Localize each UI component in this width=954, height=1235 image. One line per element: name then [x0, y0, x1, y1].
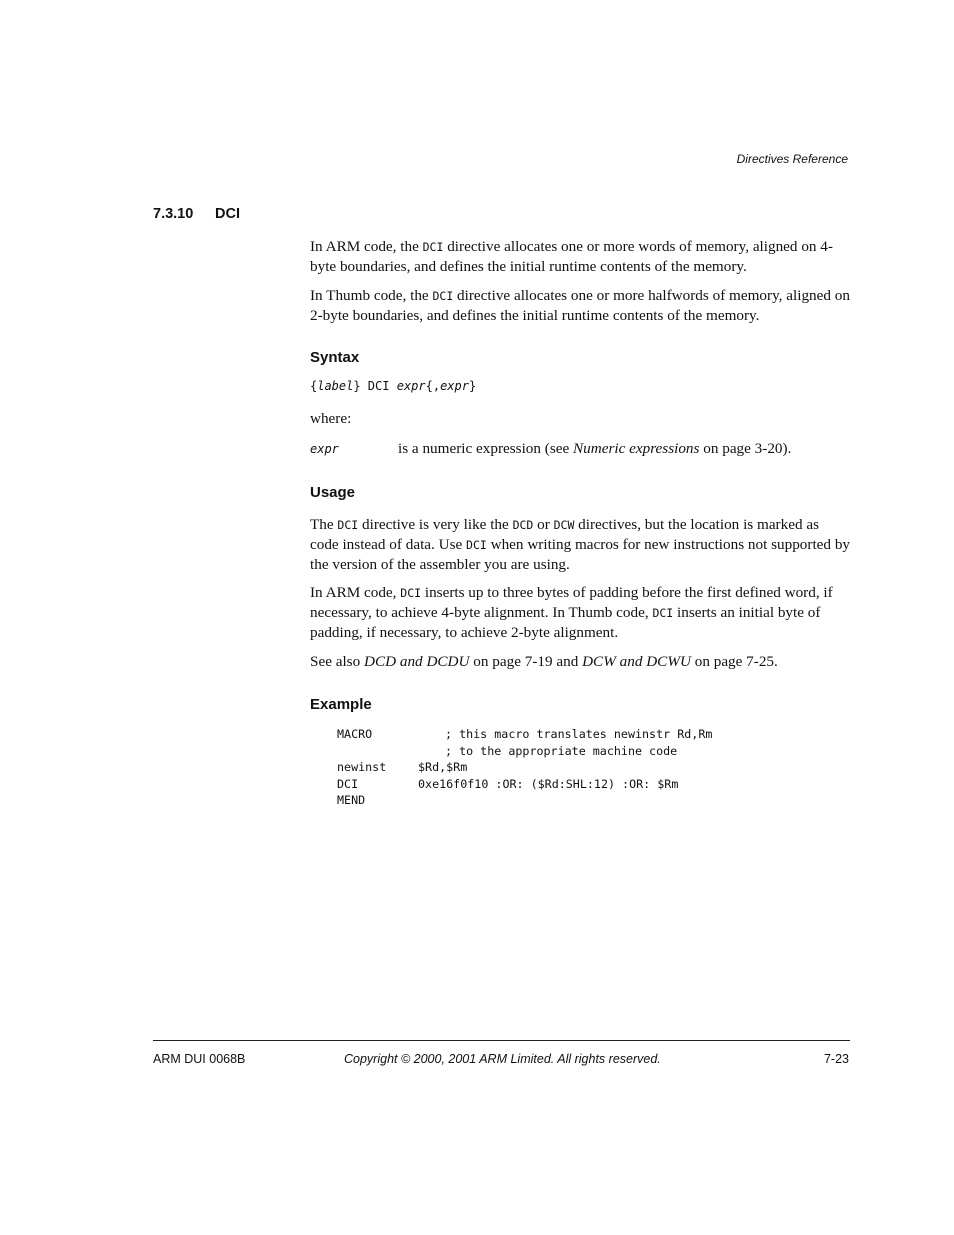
where-text: where: — [310, 410, 352, 427]
syntax-heading-wrap — [310, 349, 850, 366]
code-term: DCI — [400, 586, 422, 600]
syntax-keyword: } DCI — [353, 379, 397, 393]
code-col2: ; to the appropriate machine code — [445, 743, 678, 758]
text: In ARM code, — [310, 584, 401, 601]
where-text-wrap — [310, 409, 850, 428]
text: is a numeric expression (see — [398, 440, 574, 457]
usage-paragraph-1 — [310, 515, 850, 574]
usage-heading-wrap — [310, 484, 850, 501]
brace: {, — [425, 379, 441, 393]
code-col2: ; this macro translates newinstr Rd,Rm — [445, 727, 713, 741]
code-line — [337, 743, 712, 760]
usage-paragraph-2 — [310, 583, 850, 642]
code-col2: $Rd,$Rm — [418, 760, 468, 774]
section-name: DCI — [215, 206, 240, 222]
code-line — [337, 759, 712, 776]
syntax-expr: expr — [396, 379, 426, 393]
text: The — [310, 516, 338, 533]
text: on page 7-19 and — [469, 653, 583, 670]
text: on page 7-25. — [690, 653, 778, 670]
brace: } — [468, 379, 477, 393]
text: directives, but the location is marked as code instead of data. Use — [310, 516, 819, 553]
code-term: DCI — [652, 606, 674, 620]
cross-reference: DCD and DCDU — [364, 653, 470, 670]
code-col1: DCI — [337, 776, 359, 791]
intro-paragraph-1 — [310, 237, 850, 276]
syntax-line — [310, 379, 850, 393]
footer-copyright: Copyright © 2000, 2001 ARM Limited. All rights reserved. — [344, 1052, 661, 1066]
text: directive is very like the — [358, 516, 513, 533]
definition-desc — [398, 440, 791, 457]
definition-row — [310, 440, 850, 458]
code-term: DCI — [432, 289, 454, 303]
text: See also — [310, 653, 364, 670]
brace: { — [310, 379, 318, 393]
code-col1: MACRO — [337, 727, 373, 741]
footer-doc-id: ARM DUI 0068B — [153, 1052, 246, 1066]
example-code-block — [337, 726, 712, 809]
code-term: DCI — [337, 518, 359, 532]
definition-term: expr — [310, 442, 339, 456]
cross-reference: DCW and DCWU — [582, 653, 691, 670]
code-term: DCW — [553, 518, 575, 532]
footer-divider — [153, 1040, 850, 1041]
code-line — [337, 776, 712, 793]
example-heading-wrap — [310, 696, 850, 713]
text: inserts up to three bytes of padding before the first defined word, if necessary, to achieve 4-byte alignment. In Thumb code, — [310, 584, 833, 621]
code-term: DCD — [512, 518, 534, 532]
section-number: 7.3.10 — [153, 206, 194, 222]
usage-paragraph-3 — [310, 652, 850, 671]
section-title — [153, 206, 240, 222]
text: In ARM code, the — [310, 238, 423, 255]
text: In Thumb code, the — [310, 287, 433, 304]
example-heading: Example — [310, 696, 372, 713]
code-col1: newinst — [337, 760, 387, 774]
syntax-label: label — [317, 379, 354, 393]
usage-heading: Usage — [310, 484, 356, 501]
code-term: DCI — [422, 240, 444, 254]
text: when writing macros for new instructions not supported by the version of the assembler you are using. — [310, 536, 851, 573]
intro-paragraph-2 — [310, 286, 850, 325]
code-line — [337, 792, 712, 809]
running-head: Directives Reference — [736, 152, 848, 166]
text: on page 3-20). — [699, 440, 792, 457]
code-line — [337, 726, 712, 743]
code-col2: 0xe16f0f10 :OR: ($Rd:SHL:12) :OR: $Rm — [418, 776, 679, 791]
code-term: DCI — [466, 538, 487, 552]
code-col1: MEND — [337, 793, 366, 807]
text: inserts an initial byte of padding, if necessary, to achieve 2-byte alignment. — [310, 604, 821, 641]
text: directive allocates one or more words of memory, aligned on 4-byte boundaries, and defines the initial runtime contents of the memory. — [310, 238, 833, 275]
syntax-heading: Syntax — [310, 349, 360, 366]
text: directive allocates one or more halfwords of memory, aligned on 2-byte boundaries, and defines the initial runtime contents of the memory. — [310, 287, 850, 324]
cross-reference: Numeric expressions — [573, 440, 700, 457]
text: or — [533, 516, 554, 533]
syntax-expr: expr — [440, 379, 469, 393]
footer-page-number: 7-23 — [823, 1052, 849, 1066]
